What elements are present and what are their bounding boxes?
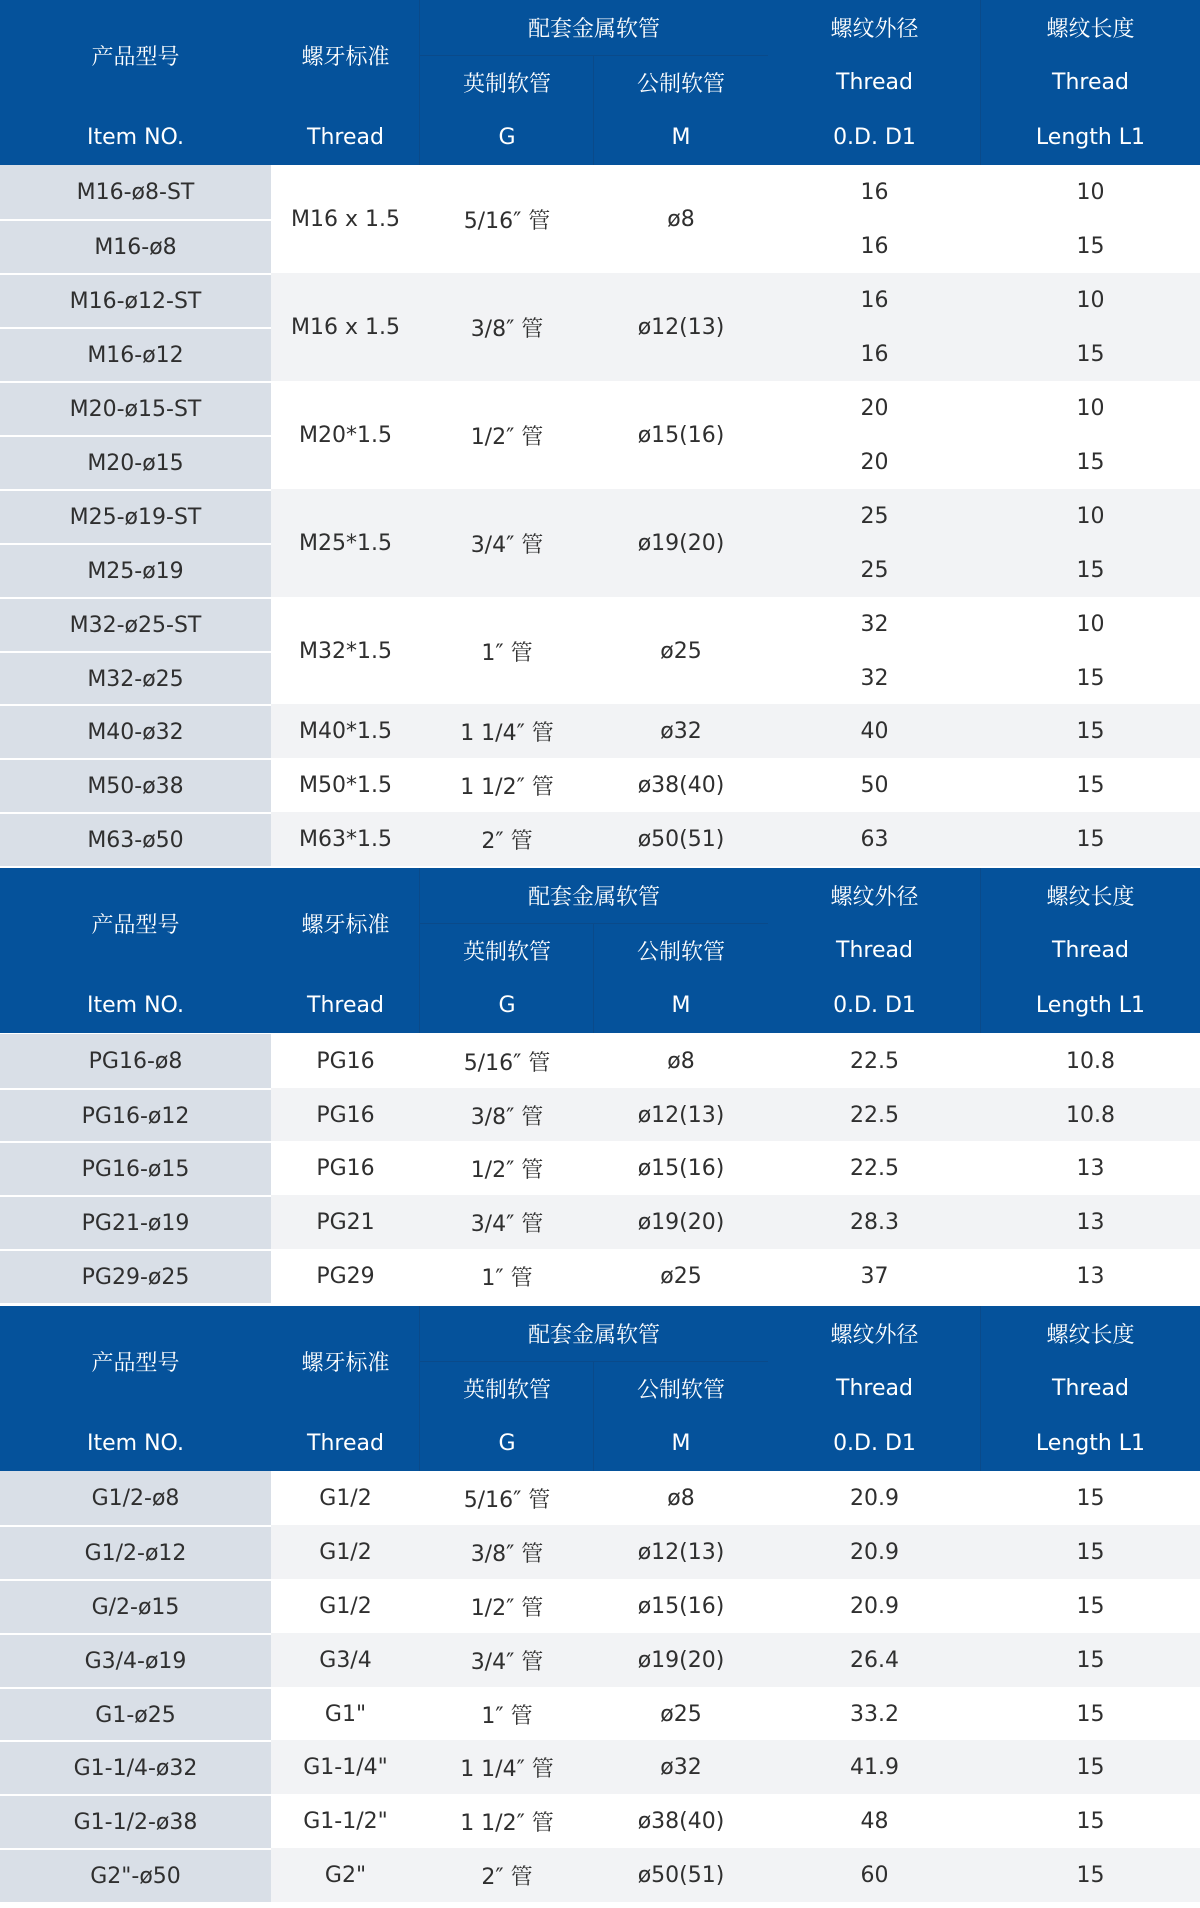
- header-thread-en: Thread: [307, 125, 384, 150]
- row-od: 50: [768, 758, 981, 812]
- row-metric-hose: ø32: [594, 704, 768, 758]
- header-thread-en: Thread: [307, 993, 384, 1018]
- row-length: 13: [981, 1195, 1200, 1249]
- row-od: 25: [768, 543, 981, 597]
- row-item-no: M16-ø8: [0, 219, 271, 273]
- row-item-no: PG16-ø15: [0, 1141, 271, 1195]
- row-item-no: M63-ø50: [0, 812, 271, 866]
- row-metric-hose: ø19(20): [594, 1195, 768, 1249]
- row-length: 10: [981, 381, 1200, 435]
- row-length: 13: [981, 1141, 1200, 1195]
- row-metric-hose: ø25: [594, 597, 768, 705]
- row-length: 10: [981, 489, 1200, 543]
- row-length: 13: [981, 1249, 1200, 1303]
- row-od: 40: [768, 704, 981, 758]
- row-imperial-hose: 3/8″ 管: [420, 273, 594, 381]
- header-imperial-cn: 英制软管: [462, 72, 551, 97]
- row-imperial-hose: 3/4″ 管: [420, 489, 594, 597]
- header-m-en: M: [671, 1431, 691, 1456]
- header-len-cn: 螺纹长度: [1046, 17, 1135, 42]
- row-length: 15: [981, 327, 1200, 381]
- row-length: 15: [981, 1471, 1200, 1525]
- row-item-no: M20-ø15: [0, 435, 271, 489]
- row-length: 15: [981, 651, 1200, 705]
- row-item-no: M25-ø19: [0, 543, 271, 597]
- row-item-no: PG21-ø19: [0, 1195, 271, 1249]
- row-metric-hose: ø12(13): [594, 1088, 768, 1142]
- row-thread: G2": [271, 1848, 420, 1902]
- row-thread: PG16: [271, 1141, 420, 1195]
- row-od: 33.2: [768, 1687, 981, 1741]
- row-item-no: G/2-ø15: [0, 1579, 271, 1633]
- row-od: 32: [768, 597, 981, 651]
- row-length: 10: [981, 273, 1200, 327]
- header-item-en: Item NO.: [87, 993, 184, 1018]
- header-od-en1: Thread: [836, 1376, 913, 1401]
- row-length: 15: [981, 1579, 1200, 1633]
- row-length: 10: [981, 165, 1200, 219]
- row-thread: G3/4: [271, 1633, 420, 1687]
- row-od: 32: [768, 651, 981, 705]
- row-length: 15: [981, 1848, 1200, 1902]
- row-length: 15: [981, 704, 1200, 758]
- header-item-cn: 产品型号: [91, 44, 180, 70]
- header-len-en2: Length L1: [1035, 1431, 1146, 1456]
- row-item-no: G2"-ø50: [0, 1848, 271, 1902]
- header-hose-cn: 配套金属软管: [527, 1323, 660, 1348]
- row-length: 15: [981, 758, 1200, 812]
- row-metric-hose: ø12(13): [594, 1525, 768, 1579]
- header-m-en: M: [671, 125, 691, 150]
- row-imperial-hose: 3/4″ 管: [420, 1195, 594, 1249]
- header-od-cn: 螺纹外径: [830, 885, 919, 910]
- header-thread-cn: 螺牙标准: [301, 1350, 390, 1376]
- row-length: 15: [981, 543, 1200, 597]
- row-od: 48: [768, 1794, 981, 1848]
- header-thread-cn: 螺牙标准: [301, 44, 390, 70]
- header-od-en2: 0.D. D1: [833, 993, 916, 1018]
- row-thread: G1-1/4": [271, 1740, 420, 1794]
- row-imperial-hose: 1 1/4″ 管: [420, 704, 594, 758]
- row-od: 22.5: [768, 1141, 981, 1195]
- row-od: 41.9: [768, 1740, 981, 1794]
- row-thread: PG21: [271, 1195, 420, 1249]
- header-len-en1: Thread: [1052, 70, 1129, 95]
- row-item-no: G3/4-ø19: [0, 1633, 271, 1687]
- row-thread: M40*1.5: [271, 704, 420, 758]
- row-item-no: M40-ø32: [0, 704, 271, 758]
- header-len-en2: Length L1: [1035, 993, 1146, 1018]
- row-length: 15: [981, 1740, 1200, 1794]
- row-item-no: M50-ø38: [0, 758, 271, 812]
- header-item-en: Item NO.: [87, 125, 184, 150]
- header-g-en: G: [498, 125, 516, 150]
- header-imperial-cn: 英制软管: [462, 1378, 551, 1403]
- header-od-cn: 螺纹外径: [830, 17, 919, 42]
- row-length: 15: [981, 1687, 1200, 1741]
- row-od: 20.9: [768, 1525, 981, 1579]
- row-imperial-hose: 3/4″ 管: [420, 1633, 594, 1687]
- header-metric-cn: 公制软管: [636, 1378, 725, 1403]
- row-od: 20: [768, 435, 981, 489]
- row-length: 10.8: [981, 1034, 1200, 1088]
- header-thread-en: Thread: [307, 1431, 384, 1456]
- row-metric-hose: ø15(16): [594, 1579, 768, 1633]
- row-od: 37: [768, 1249, 981, 1303]
- row-imperial-hose: 3/8″ 管: [420, 1525, 594, 1579]
- header-od-en1: Thread: [836, 938, 913, 963]
- row-imperial-hose: 2″ 管: [420, 1848, 594, 1902]
- header-len-en2: Length L1: [1035, 125, 1146, 150]
- header-m-en: M: [671, 993, 691, 1018]
- row-imperial-hose: 1 1/2″ 管: [420, 1794, 594, 1848]
- row-imperial-hose: 5/16″ 管: [420, 1471, 594, 1525]
- row-od: 22.5: [768, 1034, 981, 1088]
- header-metric-cn: 公制软管: [636, 72, 725, 97]
- row-thread: G1-1/2": [271, 1794, 420, 1848]
- row-metric-hose: ø8: [594, 1471, 768, 1525]
- header-od-en1: Thread: [836, 70, 913, 95]
- row-thread: G1": [271, 1687, 420, 1741]
- header-g-en: G: [498, 1431, 516, 1456]
- row-imperial-hose: 1 1/2″ 管: [420, 758, 594, 812]
- row-metric-hose: ø38(40): [594, 1794, 768, 1848]
- row-imperial-hose: 3/8″ 管: [420, 1088, 594, 1142]
- row-thread: M20*1.5: [271, 381, 420, 489]
- row-imperial-hose: 1″ 管: [420, 597, 594, 705]
- header-imperial-cn: 英制软管: [462, 940, 551, 965]
- row-thread: G1/2: [271, 1525, 420, 1579]
- row-item-no: M25-ø19-ST: [0, 489, 271, 543]
- row-length: 15: [981, 812, 1200, 866]
- row-thread: PG16: [271, 1034, 420, 1088]
- row-imperial-hose: 2″ 管: [420, 812, 594, 866]
- row-imperial-hose: 5/16″ 管: [420, 165, 594, 273]
- header-len-cn: 螺纹长度: [1046, 885, 1135, 910]
- row-metric-hose: ø38(40): [594, 758, 768, 812]
- header-hose-cn: 配套金属软管: [527, 885, 660, 910]
- header-len-en1: Thread: [1052, 938, 1129, 963]
- header-od-en2: 0.D. D1: [833, 125, 916, 150]
- row-thread: M32*1.5: [271, 597, 420, 705]
- row-thread: PG29: [271, 1249, 420, 1303]
- row-imperial-hose: 1/2″ 管: [420, 1141, 594, 1195]
- header-od-cn: 螺纹外径: [830, 1323, 919, 1348]
- row-imperial-hose: 1″ 管: [420, 1249, 594, 1303]
- row-od: 22.5: [768, 1088, 981, 1142]
- row-item-no: M32-ø25: [0, 651, 271, 705]
- row-imperial-hose: 1/2″ 管: [420, 1579, 594, 1633]
- row-item-no: M20-ø15-ST: [0, 381, 271, 435]
- row-item-no: M16-ø12: [0, 327, 271, 381]
- row-thread: M16 x 1.5: [271, 273, 420, 381]
- row-metric-hose: ø25: [594, 1687, 768, 1741]
- row-imperial-hose: 1/2″ 管: [420, 381, 594, 489]
- header-item-cn: 产品型号: [91, 1350, 180, 1376]
- row-od: 20.9: [768, 1579, 981, 1633]
- header-len-en1: Thread: [1052, 1376, 1129, 1401]
- header-metric-cn: 公制软管: [636, 940, 725, 965]
- row-metric-hose: ø25: [594, 1249, 768, 1303]
- row-od: 60: [768, 1848, 981, 1902]
- row-item-no: M16-ø8-ST: [0, 165, 271, 219]
- row-metric-hose: ø15(16): [594, 381, 768, 489]
- row-thread: M25*1.5: [271, 489, 420, 597]
- row-od: 26.4: [768, 1633, 981, 1687]
- row-metric-hose: ø50(51): [594, 812, 768, 866]
- row-metric-hose: ø19(20): [594, 489, 768, 597]
- row-od: 16: [768, 327, 981, 381]
- row-item-no: PG29-ø25: [0, 1249, 271, 1303]
- header-hose-cn: 配套金属软管: [527, 17, 660, 42]
- row-length: 10: [981, 597, 1200, 651]
- row-thread: M16 x 1.5: [271, 165, 420, 273]
- row-od: 28.3: [768, 1195, 981, 1249]
- row-thread: M50*1.5: [271, 758, 420, 812]
- header-g-en: G: [498, 993, 516, 1018]
- header-item-en: Item NO.: [87, 1431, 184, 1456]
- row-item-no: G1-1/2-ø38: [0, 1794, 271, 1848]
- header-od-en2: 0.D. D1: [833, 1431, 916, 1456]
- row-od: 16: [768, 165, 981, 219]
- row-length: 15: [981, 1794, 1200, 1848]
- row-od: 16: [768, 219, 981, 273]
- row-metric-hose: ø8: [594, 1034, 768, 1088]
- row-item-no: M16-ø12-ST: [0, 273, 271, 327]
- row-item-no: M32-ø25-ST: [0, 597, 271, 651]
- row-metric-hose: ø8: [594, 165, 768, 273]
- row-thread: PG16: [271, 1088, 420, 1142]
- header-item-cn: 产品型号: [91, 912, 180, 938]
- row-length: 10.8: [981, 1088, 1200, 1142]
- row-od: 20.9: [768, 1471, 981, 1525]
- row-metric-hose: ø12(13): [594, 273, 768, 381]
- row-metric-hose: ø32: [594, 1740, 768, 1794]
- row-metric-hose: ø19(20): [594, 1633, 768, 1687]
- header-len-cn: 螺纹长度: [1046, 1323, 1135, 1348]
- row-imperial-hose: 5/16″ 管: [420, 1034, 594, 1088]
- row-thread: M63*1.5: [271, 812, 420, 866]
- row-imperial-hose: 1 1/4″ 管: [420, 1740, 594, 1794]
- row-length: 15: [981, 1525, 1200, 1579]
- row-item-no: PG16-ø12: [0, 1088, 271, 1142]
- row-item-no: G1-ø25: [0, 1687, 271, 1741]
- row-metric-hose: ø15(16): [594, 1141, 768, 1195]
- row-od: 63: [768, 812, 981, 866]
- row-item-no: G1/2-ø12: [0, 1525, 271, 1579]
- row-od: 20: [768, 381, 981, 435]
- row-od: 16: [768, 273, 981, 327]
- row-length: 15: [981, 219, 1200, 273]
- row-metric-hose: ø50(51): [594, 1848, 768, 1902]
- row-thread: G1/2: [271, 1579, 420, 1633]
- row-item-no: G1-1/4-ø32: [0, 1740, 271, 1794]
- row-thread: G1/2: [271, 1471, 420, 1525]
- row-item-no: G1/2-ø8: [0, 1471, 271, 1525]
- row-od: 25: [768, 489, 981, 543]
- header-thread-cn: 螺牙标准: [301, 912, 390, 938]
- row-length: 15: [981, 1633, 1200, 1687]
- row-length: 15: [981, 435, 1200, 489]
- row-imperial-hose: 1″ 管: [420, 1687, 594, 1741]
- row-item-no: PG16-ø8: [0, 1034, 271, 1088]
